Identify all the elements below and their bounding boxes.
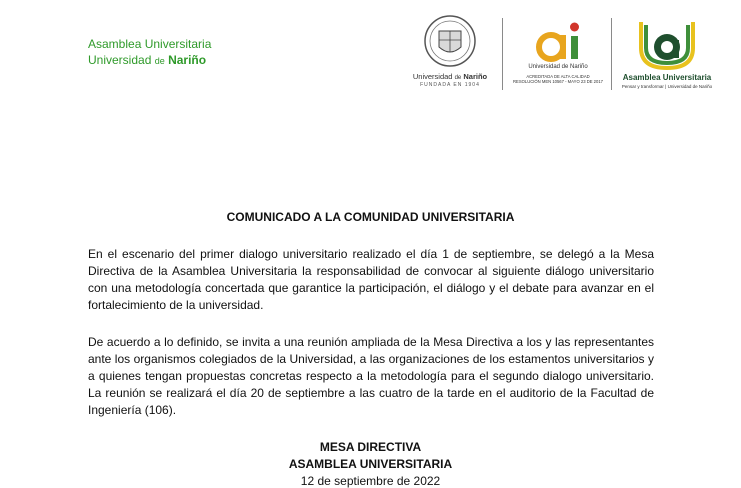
header-university-name: Nariño — [168, 53, 207, 67]
header-line-assembly: Asamblea Universitaria — [88, 37, 212, 51]
ai-accreditation-line2: RESOLUCIÓN MEN 10567 - MAYO 23 DE 2017 — [513, 79, 603, 84]
ai-accreditation — [511, 74, 605, 84]
udenar-name-prefix: Universidad — [412, 72, 453, 81]
document-title: COMUNICADO A LA COMUNIDAD UNIVERSITARIA — [226, 210, 515, 224]
document-date: 12 de septiembre de 2022 — [300, 474, 441, 488]
header-institution — [88, 36, 211, 69]
paragraph-1: En el escenario del primer dialogo universitario realizado el día 1 de septiembre, se delegó a la Mesa Directiva de la Asamblea Universitaria la responsabilidad de convocar al siguiente diálogo universitario con una metodología concertada que garantice la participación, el diálogo y el debate para avanzar en el fortalecimiento de la universidad. — [88, 247, 654, 312]
header-university-prefix: Universidad — [88, 53, 152, 67]
paragraph-2: De acuerdo a lo definido, se invita a una reunión ampliada de la Mesa Directiva a los y las representantes ante los organismos colegiados de la Universidad, a las organizaciones de los estamentos universitarios y a quienes tengan propuestas concretas respecto a la metodología para el segundo dialogo universitario. La reunión se realizará el día 20 de septiembre a las cuatro de la tarde en el auditorio de la Facultad de Ingeniería (106). — [88, 335, 654, 417]
udenar-logo — [405, 14, 495, 94]
asamblea-logo — [619, 14, 715, 94]
logo-divider — [502, 18, 503, 90]
asamblea-title: Asamblea Universitaria — [622, 73, 712, 82]
ai-accreditation-line1: ACREDITADA DE ALTA CALIDAD — [526, 74, 590, 79]
asamblea-subtitle: Pensar y transformar | Universidad de Nariño — [621, 84, 713, 89]
udenar-name-bold: Nariño — [463, 72, 488, 81]
header-line-university — [88, 52, 211, 69]
udenar-seal-icon — [405, 14, 495, 72]
udenar-founded: FUNDADA EN 1904 — [420, 82, 480, 88]
logos-group — [405, 14, 715, 94]
ai-mark-icon — [511, 14, 605, 64]
acreditacion-logo — [511, 14, 605, 94]
logo-divider — [611, 18, 612, 90]
header-university-de: de — [154, 56, 165, 66]
udenar-name — [405, 72, 495, 81]
ai-university: Universidad de Nariño — [528, 64, 588, 70]
signature-line-1: MESA DIRECTIVA — [319, 440, 422, 454]
asamblea-mark-icon — [619, 14, 715, 72]
signature-line-2: ASAMBLEA UNIVERSITARIA — [288, 457, 453, 471]
udenar-name-de: de — [454, 75, 462, 81]
